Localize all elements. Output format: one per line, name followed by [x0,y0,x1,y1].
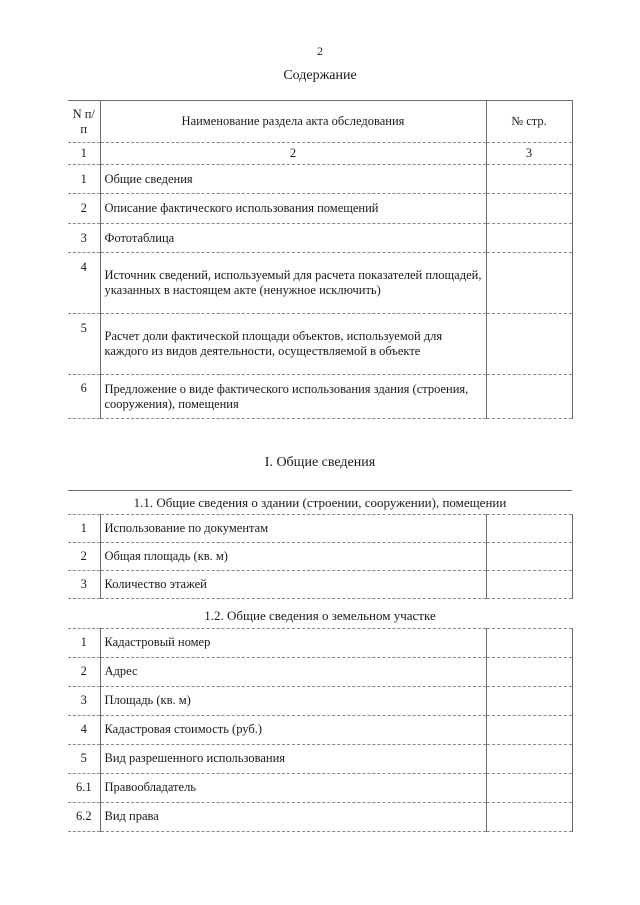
row-value [486,657,572,686]
row-num: 1 [68,165,100,194]
row-value [486,543,572,571]
row-num: 6 [68,375,100,419]
row-num: 4 [68,253,100,314]
row-name: Предложение о виде фактического использования здания (строения, сооружения), помещения [100,375,486,419]
row-name: Кадастровая стоимость (руб.) [100,715,486,744]
row-num: 3 [68,571,100,599]
row-page [486,194,572,224]
table-row [68,543,572,571]
table-row [68,571,572,599]
row-page [486,375,572,419]
subsection-row [68,604,572,628]
table-row [68,224,572,253]
row-name: Общие сведения [100,165,486,194]
row-name: Общая площадь (кв. м) [100,543,486,571]
row-name: Описание фактического использования помещений [100,194,486,224]
table-row [68,375,572,419]
table-row [68,802,572,831]
index-name: 2 [100,143,486,165]
row-name: Правообладатель [100,773,486,802]
row-num: 2 [68,657,100,686]
row-value [486,686,572,715]
subsection-row [68,491,572,515]
table-row [68,773,572,802]
row-value [486,773,572,802]
header-num: N п/п [68,101,100,143]
row-name: Источник сведений, используемый для расчета показателей площадей, указанных в настоящем акте (ненужное исключить) [100,253,486,314]
row-value [486,628,572,657]
row-name: Площадь (кв. м) [100,686,486,715]
table-row [68,628,572,657]
row-name: Количество этажей [100,571,486,599]
page-number: 2 [317,44,323,58]
header-page: № стр. [486,101,572,143]
index-page: 3 [486,143,572,165]
contents-title: Содержание [283,68,357,83]
subsection-title: 1.2. Общие сведения о земельном участке [68,604,572,628]
row-name: Кадастровый номер [100,628,486,657]
row-num: 5 [68,314,100,375]
row-value [486,802,572,831]
row-num: 3 [68,686,100,715]
row-num: 1 [68,515,100,543]
row-value [486,744,572,773]
row-name: Расчет доли фактической площади объектов, используемой для каждого из видов деятельности, осуществляемой в объекте [100,314,486,375]
row-value [486,571,572,599]
row-page [486,253,572,314]
row-num: 1 [68,628,100,657]
contents-index-row [68,143,572,165]
table-row [68,515,572,543]
contents-table [68,100,573,419]
table-row [68,194,572,224]
row-num: 5 [68,744,100,773]
land-plot-table [68,604,573,832]
row-page [486,224,572,253]
table-row [68,657,572,686]
row-name: Использование по документам [100,515,486,543]
building-info-table [68,490,573,599]
row-page [486,314,572,375]
table-row [68,253,572,314]
table-row [68,715,572,744]
row-num: 2 [68,194,100,224]
row-num: 3 [68,224,100,253]
section-title: I. Общие сведения [264,455,376,470]
contents-header-row [68,101,572,143]
row-value [486,515,572,543]
row-value [486,715,572,744]
row-num: 6.2 [68,802,100,831]
row-name: Адрес [100,657,486,686]
table-row [68,686,572,715]
row-name: Вид разрешенного использования [100,744,486,773]
row-page [486,165,572,194]
subsection-title: 1.1. Общие сведения о здании (строении, сооружении), помещении [68,491,572,515]
table-row [68,314,572,375]
row-name: Вид права [100,802,486,831]
table-row [68,165,572,194]
table-row [68,744,572,773]
row-num: 4 [68,715,100,744]
row-name: Фототаблица [100,224,486,253]
header-name: Наименование раздела акта обследования [100,101,486,143]
row-num: 6.1 [68,773,100,802]
row-num: 2 [68,543,100,571]
index-num: 1 [68,143,100,165]
